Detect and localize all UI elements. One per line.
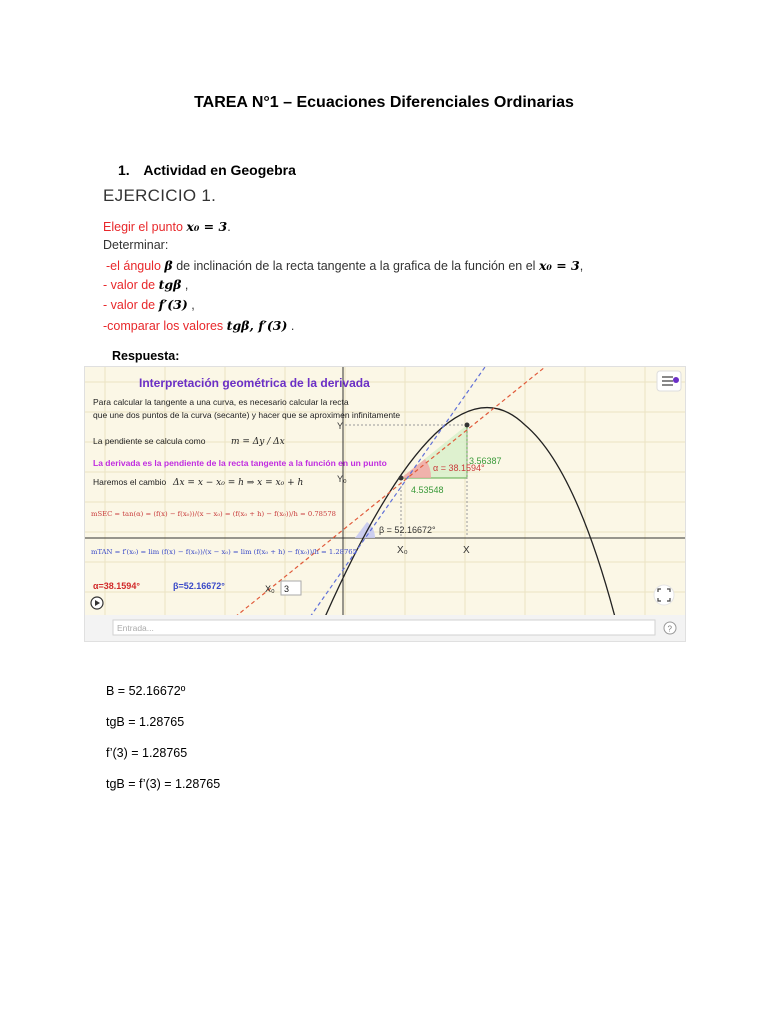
- dx-label: 4.53548: [411, 485, 444, 495]
- section-heading: [118, 162, 296, 178]
- pendiente-label: La pendiente se calcula como: [93, 436, 206, 446]
- geogebra-canvas[interactable]: [85, 367, 685, 641]
- derivada-text: La derivada es la pendiente de la recta tangente a la función en un punto: [93, 458, 387, 468]
- axis-label-x0: X₀: [397, 545, 408, 556]
- alpha-value: α=38.1594°: [93, 581, 140, 591]
- exercise-line-valor2: - valor de f′(3) ,: [103, 297, 195, 312]
- comparar-prefix: -comparar los valores: [103, 319, 224, 333]
- valor2-prefix: - valor de: [103, 298, 156, 312]
- exercise-title: EJERCICIO 1.: [103, 186, 217, 205]
- angulo-mid: de inclinación de la recta tangente a la grafica de la función en el: [176, 259, 536, 273]
- input-field[interactable]: [113, 620, 655, 635]
- play-icon[interactable]: [91, 597, 103, 609]
- exercise-line-angulo: -el ángulo β de inclinación de la recta tangente a la grafica de la función en el x₀ = 3,: [106, 258, 584, 273]
- fprime-math: f′(3): [158, 297, 188, 312]
- dy-label: 3.56387: [469, 456, 502, 466]
- mtan-formula: mTAN = f′(x₀) = lim (f(x) − f(x₀))/(x − x₀) = lim (f(x₀ + h) − f(x₀))/h = 1.28765: [91, 548, 357, 556]
- answer-line-2: tgB = 1.28765: [106, 715, 185, 729]
- applet-desc-2: que une dos puntos de la curva (secante) y hacer que se aproximen infinitamente: [93, 410, 401, 420]
- answer-line-4: tgB = f’(3) = 1.28765: [106, 777, 221, 791]
- x0-input-value[interactable]: 3: [284, 584, 290, 594]
- answer-line-1: B = 52.16672º: [106, 684, 186, 698]
- axis-label-y0: Y₀: [337, 474, 347, 484]
- geogebra-applet[interactable]: [84, 366, 686, 642]
- input-placeholder[interactable]: Entrada...: [117, 623, 154, 633]
- comparar-math: tgβ, f′(3): [226, 318, 288, 333]
- axis-label-x: X: [463, 545, 470, 556]
- msec-formula: mSEC = tan(α) = (f(x) − f(x₀))/(x − x₀) = (f(x₀ + h) − f(x₀))/h = 0.78578: [91, 510, 336, 518]
- pendiente-formula: m = Δy / Δx: [231, 437, 285, 447]
- answer-line-3: f’(3) = 1.28765: [106, 746, 188, 760]
- respuesta-label: Respuesta:: [112, 349, 180, 363]
- beta-value: β=52.16672°: [173, 581, 225, 591]
- exercise-line-comparar: -comparar los valores tgβ, f′(3) .: [103, 318, 295, 333]
- alpha-plot-label: α = 38.1594°: [433, 463, 485, 473]
- angulo-prefix: -el ángulo: [106, 259, 161, 273]
- point-x[interactable]: [465, 423, 470, 428]
- axis-label-y: Y: [337, 421, 344, 431]
- beta-plot-label: β = 52.16672°: [379, 525, 436, 535]
- applet-desc-1: Para calcular la tangente a una curva, es necesario calcular la recta: [93, 397, 349, 407]
- applet-title: Interpretación geométrica de la derivada: [139, 376, 370, 390]
- menu-icon[interactable]: [657, 371, 681, 391]
- fullscreen-icon[interactable]: [654, 585, 674, 605]
- cambio-formula: Δx = x − x₀ = h ⇒ x = x₀ + h: [173, 478, 304, 488]
- svg-text:?: ?: [667, 624, 672, 634]
- document-title: TAREA N°1 – Ecuaciones Diferenciales Ordinarias: [194, 94, 574, 111]
- exercise-line-elegir: Elegir el punto x₀ = 3.: [103, 219, 231, 234]
- help-icon[interactable]: [664, 622, 676, 634]
- x0-input-label: X₀: [265, 584, 275, 594]
- valor1-prefix: - valor de: [103, 278, 156, 292]
- tgb-math: tgβ: [158, 277, 182, 292]
- elegir-text: Elegir el punto: [103, 220, 183, 234]
- section-number: 1.: [118, 162, 130, 178]
- cambio-label: Haremos el cambio: [93, 477, 167, 487]
- section-label: Actividad en Geogebra: [143, 162, 296, 178]
- exercise-line-valor1: - valor de tgβ ,: [103, 277, 189, 292]
- elegir-math: x₀ = 3: [186, 219, 228, 234]
- x0-math: x₀ = 3: [538, 258, 580, 273]
- determinar-label: Determinar:: [103, 238, 169, 252]
- beta-math: β: [164, 258, 173, 273]
- point-x0[interactable]: [399, 476, 404, 481]
